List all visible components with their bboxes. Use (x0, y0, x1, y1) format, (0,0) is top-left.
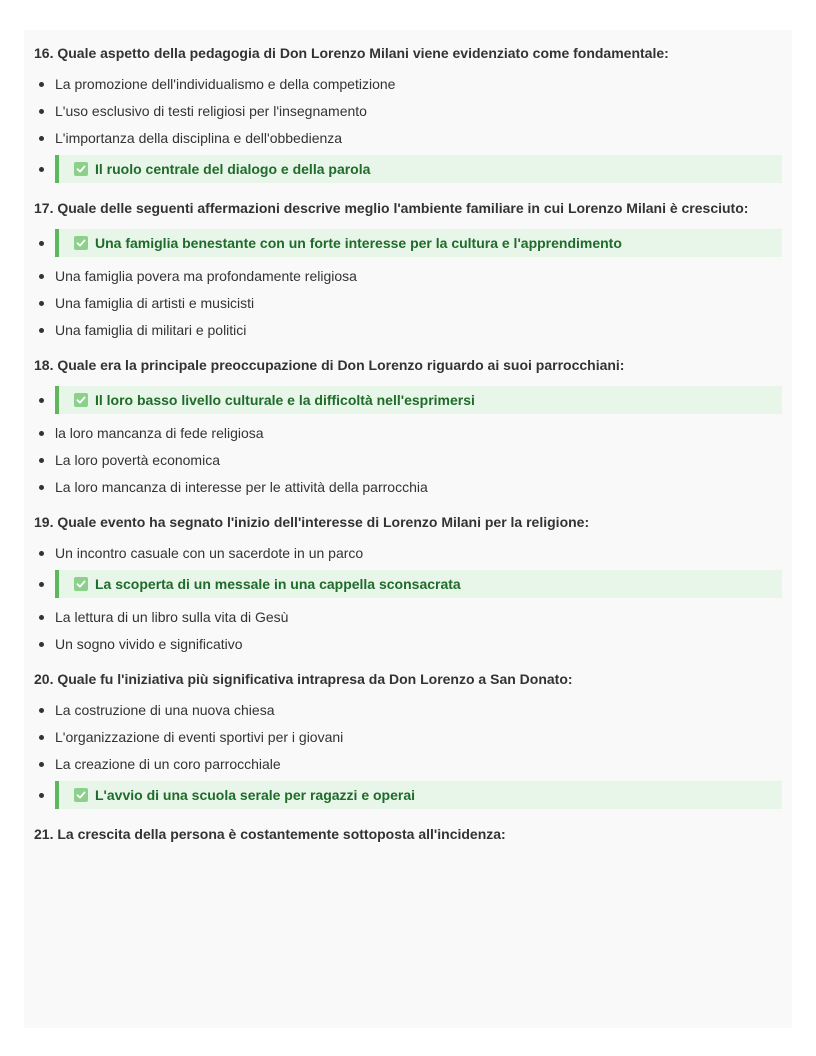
question-title: 16. Quale aspetto della pedagogia di Don Lorenzo Milani viene evidenziato come fondamentale: (34, 45, 669, 61)
answer-option: La costruzione di una nuova chiesa (34, 700, 782, 720)
question-title: 21. La crescita della persona è costantemente sottoposta all'incidenza: (34, 826, 506, 842)
checkmark-icon (74, 577, 88, 591)
checkmark-icon (74, 393, 88, 407)
answer-option: La loro mancanza di interesse per le attività della parrocchia (34, 477, 782, 497)
correct-answer-text: La scoperta di un messale in una cappella sconsacrata (95, 576, 461, 592)
answer-option: La creazione di un coro parrocchiale (34, 754, 782, 774)
correct-answer-item (34, 229, 782, 257)
options-list (34, 74, 782, 183)
answer-option: L'uso esclusivo di testi religiosi per l'insegnamento (34, 101, 782, 121)
correct-answer-highlight (55, 570, 782, 598)
correct-answer-highlight (55, 781, 782, 809)
options-list (34, 229, 782, 340)
question-title: 20. Quale fu l'iniziativa più significativa intrapresa da Don Lorenzo a San Donato: (34, 671, 573, 687)
correct-answer-text: Una famiglia benestante con un forte interesse per la cultura e l'apprendimento (95, 235, 622, 251)
answer-option: Una famiglia di artisti e musicisti (34, 293, 782, 313)
checkmark-icon (74, 236, 88, 250)
correct-answer-highlight (55, 386, 782, 414)
answer-option: L'organizzazione di eventi sportivi per i giovani (34, 727, 782, 747)
answer-option: Un incontro casuale con un sacerdote in un parco (34, 543, 782, 563)
correct-answer-item (34, 386, 782, 414)
correct-answer-highlight (55, 229, 782, 257)
quiz-content (24, 30, 792, 845)
question-title: 17. Quale delle seguenti affermazioni descrive meglio l'ambiente familiare in cui Lorenzo Milani è cresciuto: (34, 200, 749, 216)
correct-answer-item (34, 155, 782, 183)
question-title: 18. Quale era la principale preoccupazione di Don Lorenzo riguardo ai suoi parrocchiani: (34, 357, 625, 373)
correct-answer-text: L'avvio di una scuola serale per ragazzi e operai (95, 787, 416, 803)
answer-option: Una famiglia di militari e politici (34, 320, 782, 340)
answer-option: La lettura di un libro sulla vita di Gesù (34, 607, 782, 627)
correct-answer-item (34, 570, 782, 598)
options-list (34, 386, 782, 497)
answer-option: La promozione dell'individualismo e della competizione (34, 74, 782, 94)
correct-answer-text: Il ruolo centrale del dialogo e della parola (95, 161, 371, 177)
correct-answer-item (34, 781, 782, 809)
checkmark-icon (74, 162, 88, 176)
checkmark-icon (74, 788, 88, 802)
correct-answer-highlight (55, 155, 782, 183)
correct-answer-text: Il loro basso livello culturale e la difficoltà nell'esprimersi (95, 392, 475, 408)
quiz-page (24, 30, 792, 1028)
answer-option: la loro mancanza di fede religiosa (34, 423, 782, 443)
options-list (34, 543, 782, 654)
answer-option: L'importanza della disciplina e dell'obbedienza (34, 128, 782, 148)
answer-option: Una famiglia povera ma profondamente religiosa (34, 266, 782, 286)
answer-option: Un sogno vivido e significativo (34, 634, 782, 654)
options-list (34, 700, 782, 809)
answer-option: La loro povertà economica (34, 450, 782, 470)
question-title: 19. Quale evento ha segnato l'inizio dell'interesse di Lorenzo Milani per la religione: (34, 514, 590, 530)
